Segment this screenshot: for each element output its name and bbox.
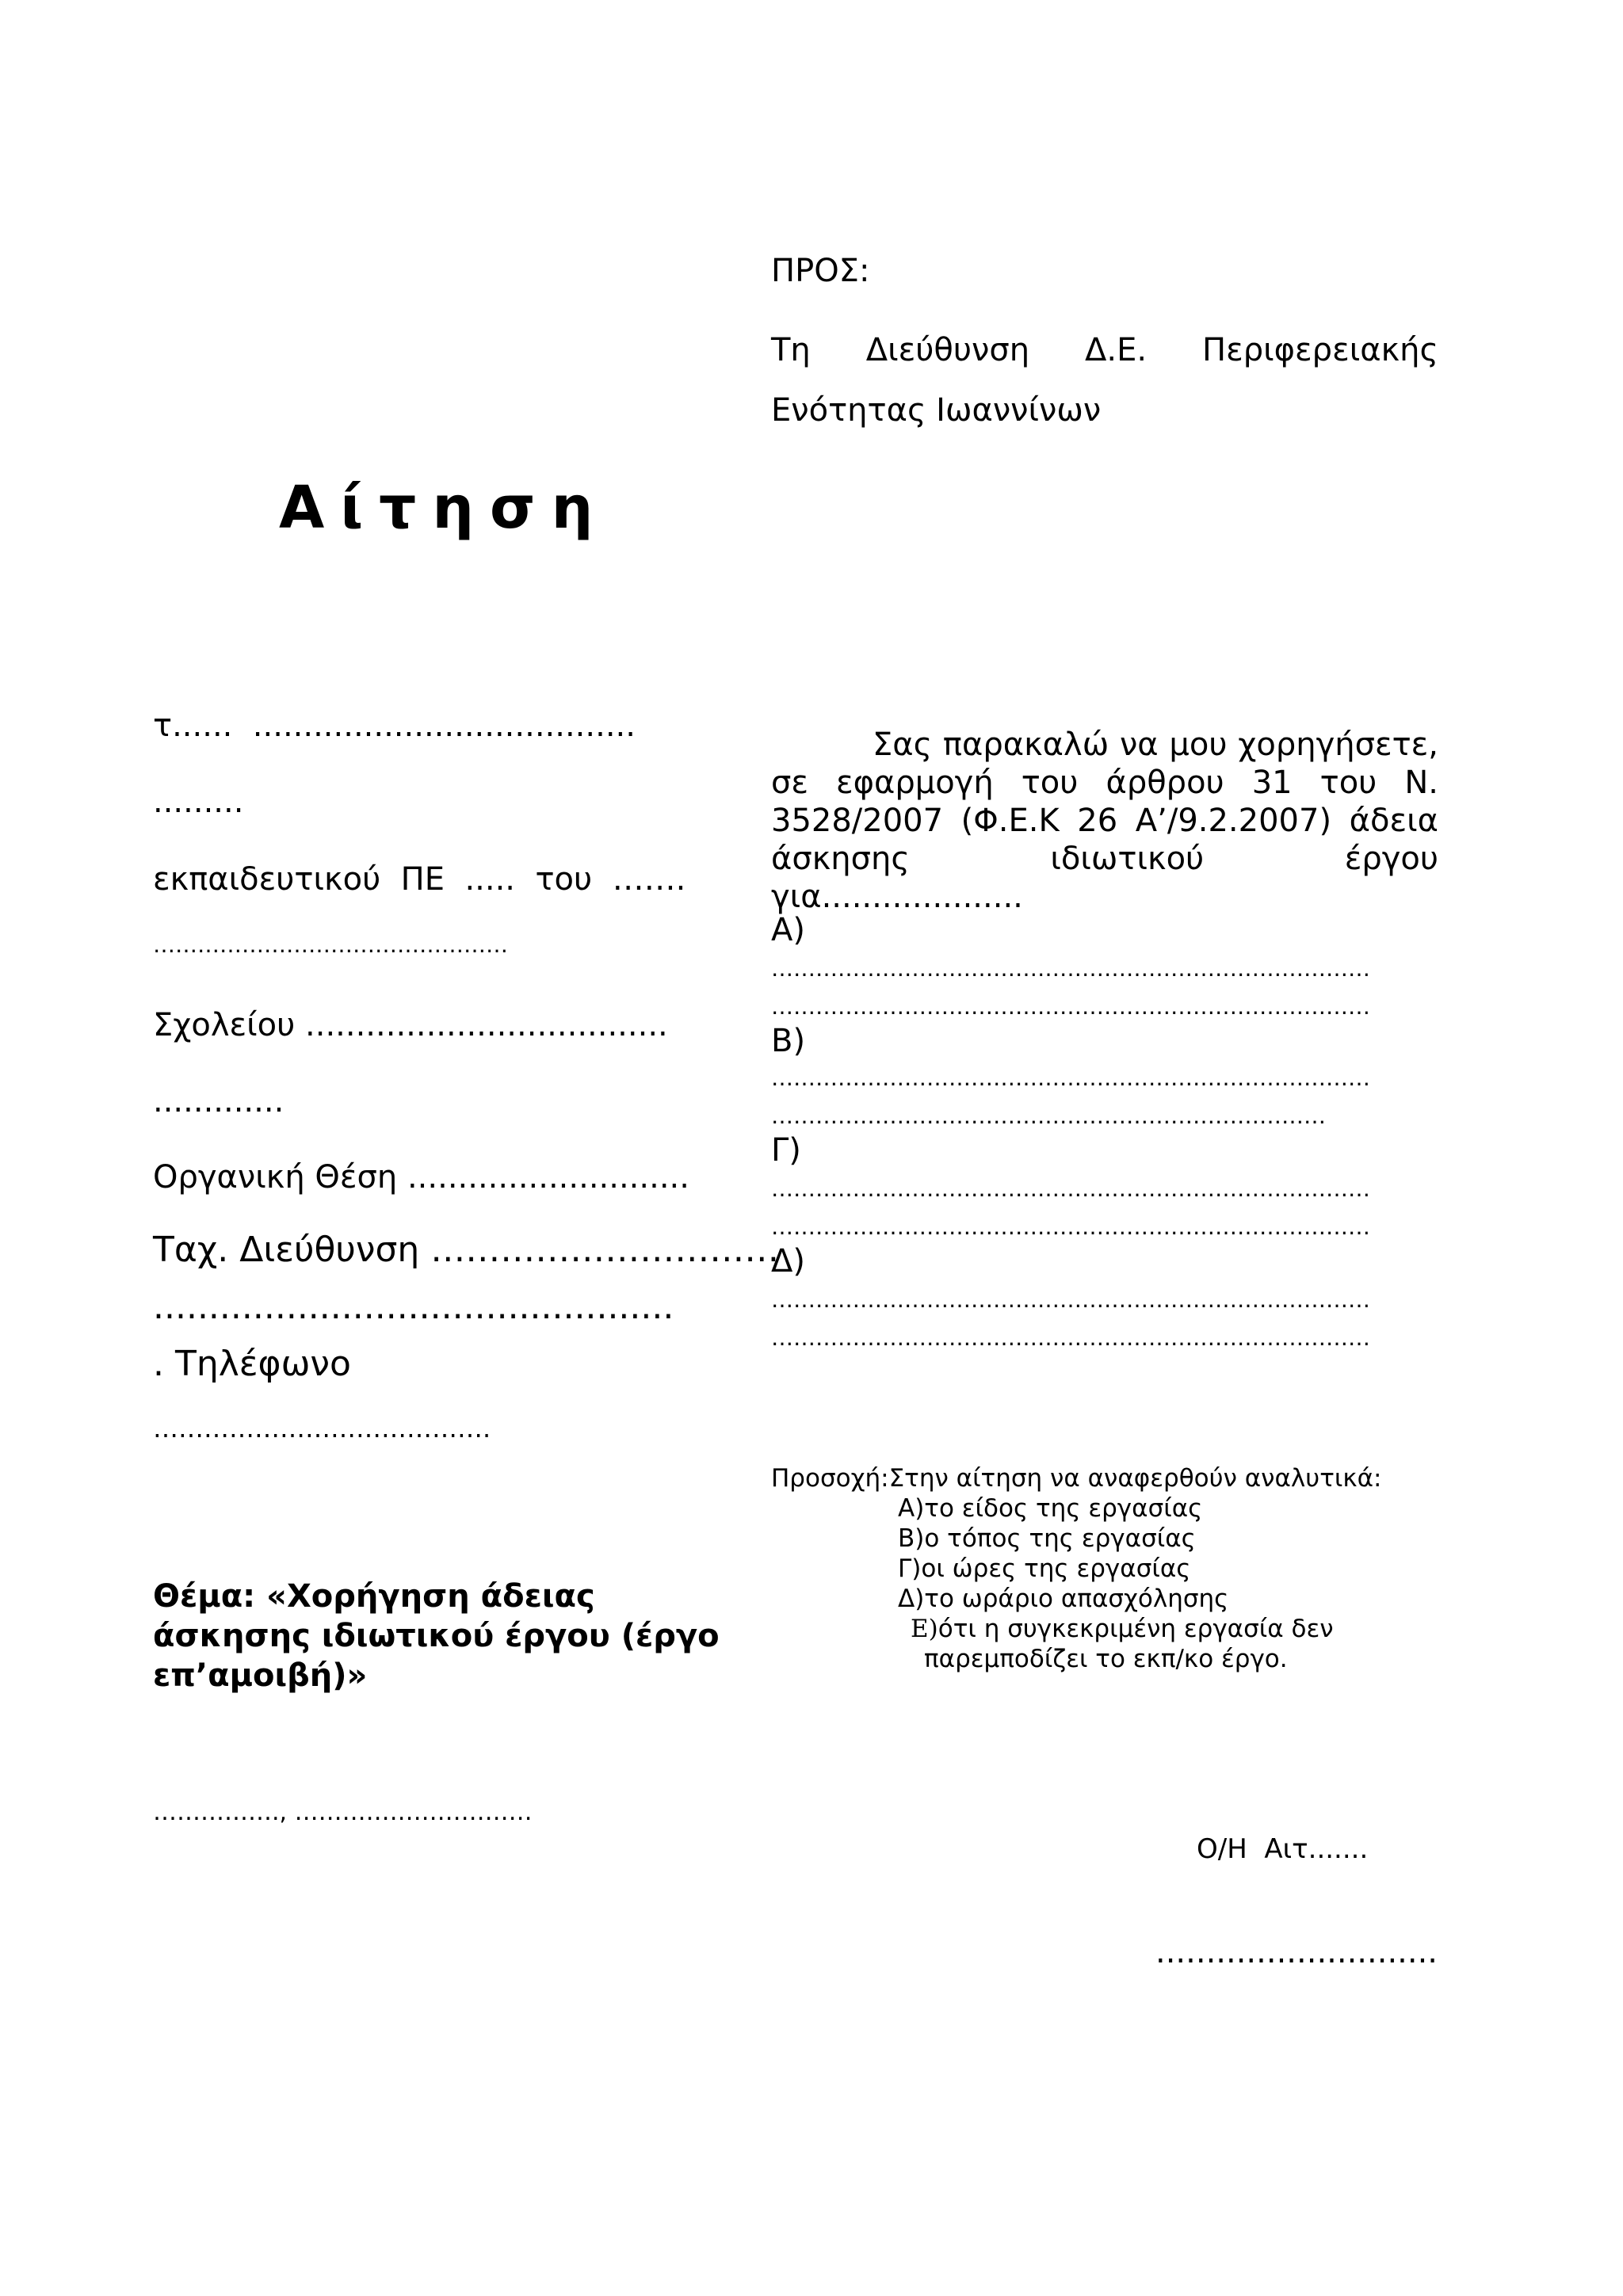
subject-line: Θέμα: «Χορήγηση άδειας άσκησης ιδιωτικού έργου (έργο επ’αμοιβή)»: [153, 1578, 720, 1694]
note-heading: Προσοχή:Στην αίτηση να αναφερθούν αναλυτικά:: [771, 1464, 1382, 1493]
recipient-line-2: Ενότητας Ιωαννίνων: [771, 392, 1102, 429]
date-place-line: ……………., …………………………: [153, 1798, 533, 1826]
note-item-c: Γ)οι ώρες της εργασίας: [898, 1554, 1191, 1583]
note-item-e-marker: Ε): [911, 1615, 938, 1643]
sender-name-line-cont: .........: [153, 784, 244, 820]
activity-item-b-dots-1: ………………………………………………………………………: [771, 1065, 1370, 1091]
sender-specialty-line: εκπαιδευτικού ΠΕ ..... του …….: [153, 861, 686, 898]
note-item-e-cont: παρεμποδίζει το εκπ/κο έργο.: [924, 1645, 1288, 1673]
sender-specialty-line-cont: …………………………………………: [153, 932, 508, 958]
document-title: Αίτηση: [279, 474, 609, 542]
activity-item-c-dots-2: ………………………………………………………………………: [771, 1214, 1370, 1240]
sender-position-line: Οργανική Θέση ............................: [153, 1159, 689, 1196]
activity-item-b-label: Β): [771, 1023, 806, 1059]
recipient-line-1: Τη Διεύθυνση Δ.Ε. Περιφερειακής: [771, 332, 1438, 368]
request-paragraph: Σας παρακαλώ να μου χορηγήσετε, σε εφαρμογή του άρθρου 31 του Ν. 3528/2007 (Φ.Ε.Κ 26 Α’/9.2.2007) άδεια άσκησης ιδιωτικού έργου για....................: [771, 727, 1438, 915]
sender-school-line: Σχολείου ....................................: [153, 1007, 668, 1043]
sender-name-line: τ...... ......................................: [153, 707, 636, 744]
activity-item-d-label: Δ): [771, 1243, 805, 1280]
signature-dots: ............................: [1155, 1934, 1438, 1970]
activity-item-c-label: Γ): [771, 1132, 801, 1169]
note-item-e: [911, 1615, 1334, 1644]
activity-item-b-dots-2: …………………………………………………………………: [771, 1103, 1326, 1129]
note-item-e-text: ότι η συγκεκριμένη εργασία δεν: [938, 1615, 1334, 1643]
activity-item-a-dots-2: ………………………………………………………………………: [771, 994, 1370, 1020]
activity-item-a-label: Α): [771, 912, 805, 948]
sender-phone-line-cont: ………………………………….: [153, 1413, 491, 1444]
sender-address-line-cont: ...............................................: [153, 1287, 674, 1327]
recipient-heading: ΠΡΟΣ:: [771, 253, 870, 289]
note-item-a: Α)το είδος της εργασίας: [898, 1494, 1203, 1523]
sender-school-line-cont: .............: [153, 1083, 285, 1119]
note-item-d: Δ)το ωράριο απασχόλησης: [898, 1585, 1229, 1613]
signature-label: Ο/Η Αιτ.......: [1197, 1833, 1369, 1865]
sender-address-line: Ταχ. Διεύθυνση …………………………: [153, 1230, 780, 1270]
activity-item-d-dots-2: ………………………………………………………………………: [771, 1325, 1370, 1351]
activity-item-a-dots-1: ………………………………………………………………………: [771, 955, 1370, 982]
note-item-b: Β)ο τόπος της εργασίας: [898, 1524, 1196, 1553]
activity-item-d-dots-1: ………………………………………………………………………: [771, 1287, 1370, 1313]
activity-item-c-dots-1: ………………………………………………………………………: [771, 1176, 1370, 1202]
sender-phone-line: . Τηλέφωνο: [153, 1344, 351, 1384]
